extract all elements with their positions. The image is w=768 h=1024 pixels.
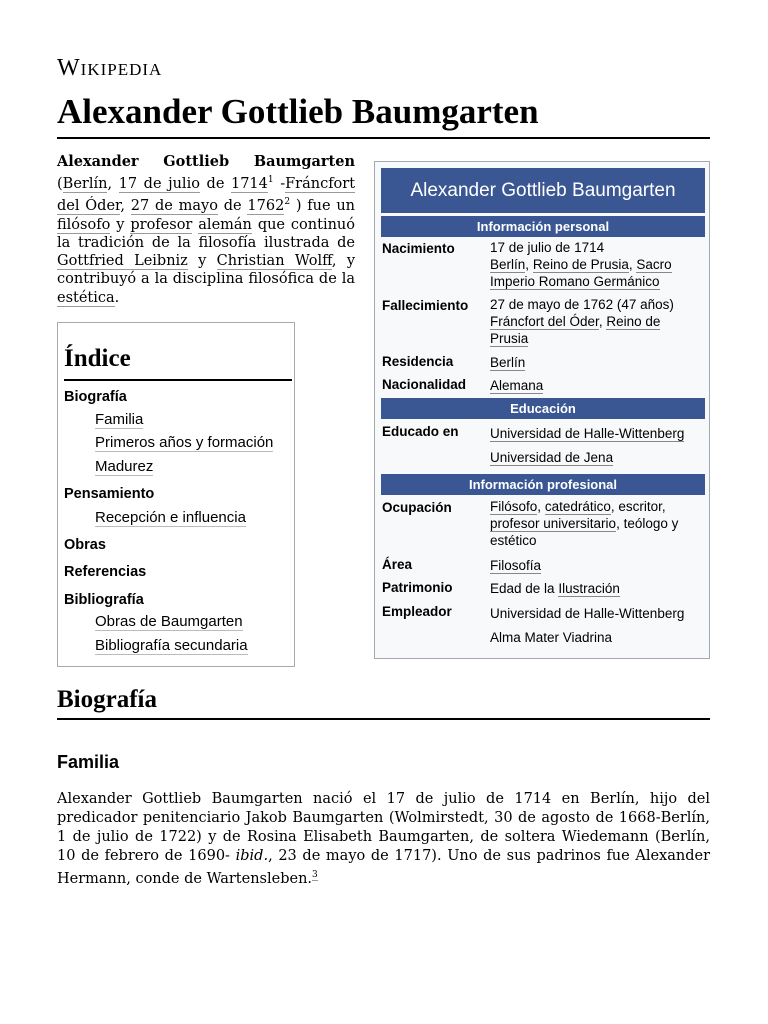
text-de: de	[206, 176, 225, 193]
comma: ,	[525, 257, 530, 272]
value-nacionalidad	[490, 377, 702, 394]
toc-item-recepcion[interactable]: Recepción e influencia	[95, 509, 246, 526]
text-y: y	[116, 216, 125, 233]
occupation-text: , escritor,	[610, 499, 666, 514]
link-berlin[interactable]: Berlín	[490, 355, 526, 370]
toc-item-biografia[interactable]: Biografía	[64, 389, 127, 405]
infobox-section-personal: Información personal	[381, 216, 705, 237]
heritage-text: Edad de la	[490, 581, 555, 596]
link-filosofia[interactable]: Filosofía	[490, 558, 542, 573]
text-y: y	[198, 253, 207, 270]
label-empleador: Empleador	[382, 604, 452, 619]
death-date: 27 de mayo de 1762 (47 años)	[490, 297, 674, 312]
link-estetica[interactable]: estética	[57, 289, 115, 306]
link-reino-prusia[interactable]: Reino de Prusia	[532, 257, 629, 272]
label-fallecimiento: Fallecimiento	[382, 298, 469, 313]
toc-item-pensamiento[interactable]: Pensamiento	[64, 486, 155, 502]
value-empleador-1: Universidad de Halle-Wittenberg	[490, 606, 685, 621]
toc-item-referencias[interactable]: Referencias	[64, 564, 147, 580]
infobox-section-education: Educación	[381, 398, 705, 419]
link-birth-date[interactable]: 17 de julio	[118, 176, 200, 193]
comma: ,	[120, 198, 125, 215]
link-wolff[interactable]: Christian Wolff	[216, 253, 332, 270]
lead-text: ) fue un	[295, 198, 356, 215]
link-jena[interactable]: Universidad de Jena	[490, 450, 614, 465]
subsection-heading-familia: Familia	[57, 752, 120, 772]
toc-item-familia[interactable]: Familia	[95, 411, 144, 428]
title-rule	[57, 137, 710, 139]
para-text: Alexander Gottlieb Baumgarten nació el 17 de julio de 1714 en Berlín, hijo del predicador penitenciario Jakob Baumgarten (Wolmirstedt, 30 de agosto de 1668-Berlín, 1 de julio de 1722) y de Rosina Elisabeth Baumgarten, de soltera Wiedemann (Berlín, 10 de febrero de 1690-	[57, 791, 710, 864]
toc-item-bibliografia[interactable]: Bibliografía	[64, 592, 144, 608]
value-fallecimiento	[490, 296, 702, 347]
lead-name: Alexander Gottlieb Baumgarten	[57, 153, 355, 170]
link-filosofo[interactable]: Filósofo	[490, 499, 538, 514]
infobox	[374, 161, 710, 659]
table-of-contents	[57, 322, 295, 667]
lead-text: que continuó la tradición de la filosofía ilustrada de	[57, 216, 355, 251]
value-area	[490, 557, 702, 574]
link-berlin[interactable]: Berlín	[490, 257, 526, 272]
dash: -	[273, 176, 286, 193]
wikipedia-logo[interactable]: Wikipedia	[57, 55, 163, 81]
toc-item-bibliografia-secundaria[interactable]: Bibliografía secundaria	[95, 637, 248, 654]
link-death-year[interactable]: 1762	[247, 198, 285, 215]
link-catedratico[interactable]: catedrático	[544, 499, 611, 514]
link-birth-year[interactable]: 1714	[230, 176, 268, 193]
link-leibniz[interactable]: Gottfried Leibniz	[57, 253, 188, 270]
lead-paragraph	[57, 153, 355, 307]
comma: ,	[107, 176, 113, 193]
paren: (	[57, 176, 63, 193]
link-reino-prusia[interactable]: Reino de Prusia	[490, 314, 661, 346]
label-residencia: Residencia	[382, 354, 454, 369]
ref-3[interactable]: 3	[312, 870, 318, 880]
page-title: Alexander Gottlieb Baumgarten	[57, 92, 539, 131]
value-ocupacion	[490, 498, 702, 549]
familia-paragraph	[57, 790, 710, 889]
occupation-text: , teólogo y estético	[490, 516, 679, 548]
lead-text: , y contribuyó a la disciplina filosófica de la	[57, 253, 356, 288]
link-filosofo[interactable]: filósofo	[57, 216, 111, 233]
toc-rule	[64, 379, 292, 381]
toc-item-madurez[interactable]: Madurez	[95, 458, 154, 475]
value-educado-2	[490, 449, 702, 466]
period: .	[114, 289, 120, 306]
label-ocupacion: Ocupación	[382, 500, 452, 515]
link-death-place[interactable]: Fráncfort del Óder	[57, 176, 356, 215]
toc-title: Índice	[64, 345, 131, 372]
ibid-text: ibid.	[235, 848, 269, 864]
link-alemana[interactable]: Alemana	[490, 378, 544, 393]
toc-item-primeros-anos[interactable]: Primeros años y formación	[95, 434, 274, 451]
label-nacionalidad: Nacionalidad	[382, 377, 467, 392]
label-educado-en: Educado en	[382, 424, 459, 439]
toc-item-obras[interactable]: Obras	[64, 537, 106, 553]
infobox-title: Alexander Gottlieb Baumgarten	[381, 168, 705, 213]
link-halle[interactable]: Universidad de Halle-Wittenberg	[490, 426, 685, 441]
link-ilustracion[interactable]: Ilustración	[558, 581, 620, 596]
link-profesor[interactable]: profesor	[130, 216, 193, 233]
ref-2[interactable]: 2	[284, 197, 291, 208]
value-nacimiento	[490, 239, 702, 290]
text-de: de	[223, 198, 242, 215]
link-francfort[interactable]: Fráncfort del Óder	[490, 314, 599, 329]
link-aleman[interactable]: alemán	[198, 216, 252, 233]
section-heading-biografia: Biografía	[57, 686, 157, 713]
value-patrimonio	[490, 580, 702, 597]
para-text: , 23 de mayo de 1717). Uno de sus padrinos fue Alexander Hermann, conde de Wartensleben.	[57, 848, 711, 887]
ref-1[interactable]: 1	[267, 175, 274, 186]
comma: ,	[598, 314, 603, 329]
label-area: Área	[382, 557, 413, 572]
toc-item-obras-baumgarten[interactable]: Obras de Baumgarten	[95, 613, 243, 630]
value-educado-1	[490, 425, 702, 442]
infobox-section-professional: Información profesional	[381, 474, 705, 495]
link-death-date[interactable]: 27 de mayo	[130, 198, 218, 215]
link-berlin[interactable]: Berlín	[62, 176, 108, 193]
comma: ,	[537, 499, 542, 514]
label-patrimonio: Patrimonio	[382, 580, 453, 595]
birth-date: 17 de julio de 1714	[490, 240, 605, 255]
value-empleador-2: Alma Mater Viadrina	[490, 630, 613, 645]
link-profesor-universitario[interactable]: profesor universitario	[490, 516, 617, 531]
link-sacro-imperio[interactable]: Sacro Imperio Romano Germánico	[490, 257, 672, 289]
comma: ,	[628, 257, 633, 272]
value-residencia	[490, 354, 702, 371]
section-rule	[57, 718, 710, 720]
label-nacimiento: Nacimiento	[382, 241, 455, 256]
